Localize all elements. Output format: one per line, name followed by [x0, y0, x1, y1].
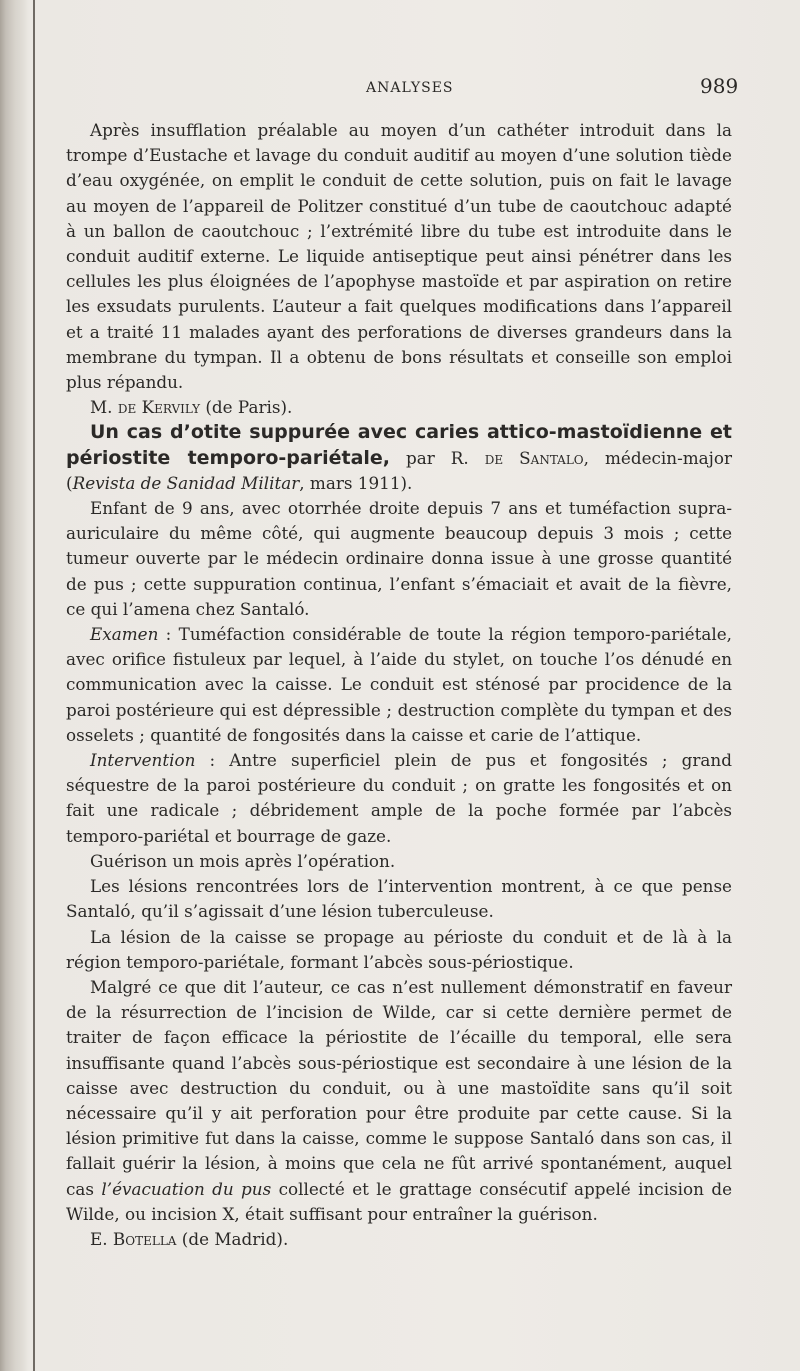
intervention-label: Intervention: [90, 750, 196, 771]
signature-initial: M.: [90, 397, 118, 418]
binding-edge-line: [33, 0, 35, 1371]
article2-title-date: , mars 1911).: [299, 472, 413, 493]
article2-title-role: , médecin-major (: [66, 447, 732, 493]
article2-title-bold: Un cas d’otite suppurée avec caries attico-mastoïdienne et périostite temporo-pariétale,: [66, 421, 732, 469]
page-number: 989: [700, 74, 739, 98]
paragraph-7-part-a: Malgré ce que dit l’auteur, ce cas n’est nullement démonstratif en faveur de la résurrection de l’incision de Wilde, car si cette dernière permet de traiter de façon efficace la périostite de l’écaille du temporal, elle sera insuffisante quand l’abcès sous-périostique est secondaire à une lésion de la caisse avec destruction du conduit, ou à une mastoïdite sans qu’il soit nécessaire qu’il y ait perforation pour être produite par cette cause. Si la lésion primitive fut dans la caisse, comme le suppose Santaló dans son cas, il fallait guérir la lésion, à moins que cela ne fût arrivé spontanément, auquel cas: [66, 976, 732, 1199]
article2-paragraph-6: La lésion de la caisse se propage au périoste du conduit et de là à la région temporo-pariétale, formant l’abcès sous-périostique.: [66, 926, 732, 972]
paragraph-7-part-b: collecté et le grattage consécutif appelé incision de Wilde, ou incision X, était suffisant pour entraîner la guérison.: [66, 1178, 732, 1224]
binding-shadow: [0, 0, 28, 1371]
intervention-text: : Antre superficiel plein de pus et fongosités ; grand séquestre de la paroi postérieure du conduit ; on gratte les fongosités et on fait une radicale ; débridement ample de la poche formée par l’abcès temporo-pariétal et bourrage de gaze.: [66, 750, 732, 846]
article2-paragraph-1: Enfant de 9 ans, avec otorrhée droite depuis 7 ans et tuméfaction supra-auriculaire du même côté, qui augmente beaucoup depuis 3 mois ; cette tumeur ouverte par le médecin ordinaire donna issue à une grosse quantité de pus ; cette suppuration continua, l’enfant s’émaciait et avait de la fièvre, ce qui l’amena chez Santaló.: [66, 498, 732, 619]
article2-paragraph-7: [66, 975, 732, 1227]
signature-place: (de Paris).: [200, 397, 293, 418]
article2-paragraph-2: [66, 622, 732, 748]
article2-title-author: de Santalo: [484, 447, 584, 468]
article1-signature: [66, 395, 732, 420]
article2-title: [66, 420, 732, 496]
examen-label: Examen: [90, 624, 159, 645]
paragraph-7-italic: l’évacuation du pus: [101, 1178, 272, 1199]
article2-paragraph-5: Les lésions rencontrées lors de l’intervention montrent, à ce que pense Santaló, qu’il s’agissait d’une lésion tuberculeuse.: [66, 876, 732, 922]
page-body: [66, 118, 732, 1252]
signature-place: (de Madrid).: [176, 1228, 289, 1249]
examen-text: : Tuméfaction considérable de toute la région temporo-pariétale, avec orifice fistuleux par lequel, à l’aide du stylet, on touche l’os dénudé en communication avec la caisse. Le conduit est sténosé par procidence de la paroi postérieure qui est dépressible ; destruction complète du tympan et des osselets ; quantité de fongosités dans la caisse et carie de l’attique.: [66, 624, 732, 745]
signature-initial: E.: [90, 1228, 113, 1249]
article2-title-journal: Revista de Sanidad Militar: [72, 472, 300, 493]
running-head: ANALYSES: [366, 80, 454, 96]
article2-signature: [66, 1227, 732, 1252]
page-header: [0, 74, 800, 100]
article2-title-by: par R.: [390, 447, 485, 468]
signature-name: de Kervily: [117, 397, 201, 418]
signature-name: Botella: [112, 1228, 177, 1249]
article1-body: Après insufflation préalable au moyen d’un cathéter introduit dans la trompe d’Eustache et lavage du conduit auditif au moyen d’une solution tiède d’eau oxygénée, on emplit le conduit de cette solution, puis on fait le lavage au moyen de l’appareil de Politzer constitué d’un tube de caoutchouc adapté à un ballon de caoutchouc ; l’extrémité libre du tube est introduite dans le conduit auditif externe. Le liquide antiseptique peut ainsi pénétrer dans les cellules les plus éloignées de l’apophyse mastoïde et par aspiration on retire les exsudats purulents. L’auteur a fait quelques modifications dans l’appareil et a traité 11 malades ayant des perforations de diverses grandeurs dans la membrane du tympan. Il a obtenu de bons résultats et conseille son emploi plus répandu.: [66, 120, 732, 393]
article2-paragraph-3: [66, 748, 732, 849]
article2-paragraph-4: Guérison un mois après l’opération.: [90, 850, 396, 871]
